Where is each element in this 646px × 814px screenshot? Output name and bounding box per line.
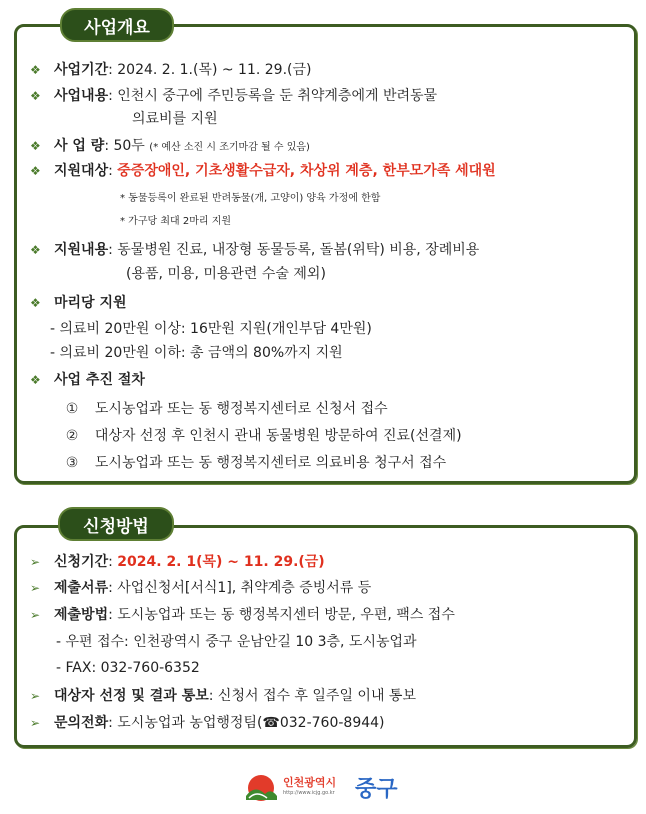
docs-label: 제출서류 <box>54 580 109 596</box>
bullet-icon: ❖ <box>30 243 41 257</box>
arrow-icon: ➢ <box>30 608 41 622</box>
support-value-2: (용품, 미용, 미용관련 수술 제외) <box>126 266 326 282</box>
target-value: 중증장애인, 기초생활수급자, 차상위 계층, 한부모가족 세대원 <box>117 163 496 179</box>
amount-label: 사 업 량 <box>54 138 105 154</box>
selection-label: 대상자 선정 및 결과 통보 <box>54 688 209 704</box>
arrow-icon: ➢ <box>30 555 41 569</box>
procedure-row <box>30 370 145 390</box>
bullet-icon: ❖ <box>30 139 41 153</box>
method-row <box>30 605 455 625</box>
bullet-icon: ❖ <box>30 296 41 310</box>
logo-district: 중구 <box>355 777 398 802</box>
arrow-icon: ➢ <box>30 581 41 595</box>
target-note-2: * 가구당 최대 2마리 지원 <box>120 216 232 227</box>
selection-row <box>30 686 416 706</box>
period-row <box>30 60 311 80</box>
step-text: 도시농업과 또는 동 행정복지센터로 신청서 접수 <box>94 401 388 417</box>
amount-value: : 50두 <box>104 138 145 154</box>
target-row <box>30 161 496 181</box>
logo-url: http://www.icjg.go.kr <box>283 790 335 796</box>
overview-title: 사업개요 <box>60 8 174 42</box>
fax-number: - FAX: 032-760-6352 <box>56 660 200 676</box>
arrow-icon: ➢ <box>30 716 41 730</box>
target-note-1: * 동물등록이 완료된 반려동물(개, 고양이) 양육 가정에 한함 <box>120 193 381 204</box>
apply-period-colon: : <box>108 554 118 570</box>
amount-note: (* 예산 소진 시 조기마감 될 수 있음) <box>149 142 310 153</box>
bullet-icon: ❖ <box>30 164 41 178</box>
application-title: 신청방법 <box>58 507 174 541</box>
selection-value: : 신청서 접수 후 일주일 이내 통보 <box>208 688 416 704</box>
apply-period-label: 신청기간 <box>54 554 109 570</box>
target-colon: : <box>108 163 118 179</box>
support-value: : 동물병원 진료, 내장형 동물등록, 돌봄(위탁) 비용, 장례비용 <box>108 242 480 258</box>
period-label: 사업기간 <box>54 62 109 78</box>
district-logo <box>243 770 413 808</box>
step-number: ① <box>65 401 79 417</box>
bullet-icon: ❖ <box>30 89 41 103</box>
per-head-row <box>30 293 127 313</box>
step-row <box>58 399 388 419</box>
support-label: 지원내용 <box>54 242 109 258</box>
bullet-icon: ❖ <box>30 63 41 77</box>
contact-value: : 도시농업과 농업행정팀(☎032-760-8944) <box>108 715 385 731</box>
method-label: 제출방법 <box>54 607 109 623</box>
method-value: : 도시농업과 또는 동 행정복지센터 방문, 우편, 팩스 접수 <box>108 607 455 623</box>
docs-row <box>30 578 371 598</box>
content-row <box>30 86 437 106</box>
period-value: : 2024. 2. 1.(목) ~ 11. 29.(금) <box>108 62 312 78</box>
step-row <box>58 453 446 473</box>
step-number: ② <box>65 428 79 444</box>
content-label: 사업내용 <box>54 88 109 104</box>
bullet-icon: ❖ <box>30 373 41 387</box>
step-text: 대상자 선정 후 인천시 관내 동물병원 방문하여 진료(선결제) <box>94 428 462 444</box>
logo-city: 인천광역시 <box>283 776 337 789</box>
step-number: ③ <box>65 455 79 471</box>
support-row <box>30 240 479 260</box>
step-text: 도시농업과 또는 동 행정복지센터로 의료비용 청구서 접수 <box>94 455 447 471</box>
step-row <box>58 426 462 446</box>
content-value: : 인천시 중구에 주민등록을 둔 취약계층에게 반려동물 <box>108 88 438 104</box>
contact-label: 문의전화 <box>54 715 109 731</box>
apply-period-row <box>30 552 325 572</box>
arrow-icon: ➢ <box>30 689 41 703</box>
mail-address: - 우편 접수: 인천광역시 중구 운남안길 10 3층, 도시농업과 <box>56 634 417 650</box>
amount-row <box>30 136 310 158</box>
per-head-1: - 의료비 20만원 이상: 16만원 지원(개인부담 4만원) <box>50 321 372 337</box>
target-label: 지원대상 <box>54 163 109 179</box>
contact-row <box>30 713 385 733</box>
per-head-label: 마리당 지원 <box>54 295 127 311</box>
apply-period-value: 2024. 2. 1(목) ~ 11. 29.(금) <box>117 554 325 570</box>
per-head-2: - 의료비 20만원 이하: 총 금액의 80%까지 지원 <box>50 345 343 361</box>
procedure-label: 사업 추진 절차 <box>54 372 145 388</box>
content-value-2: 의료비를 지원 <box>132 111 218 127</box>
docs-value: : 사업신청서[서식1], 취약계층 증빙서류 등 <box>108 580 372 596</box>
